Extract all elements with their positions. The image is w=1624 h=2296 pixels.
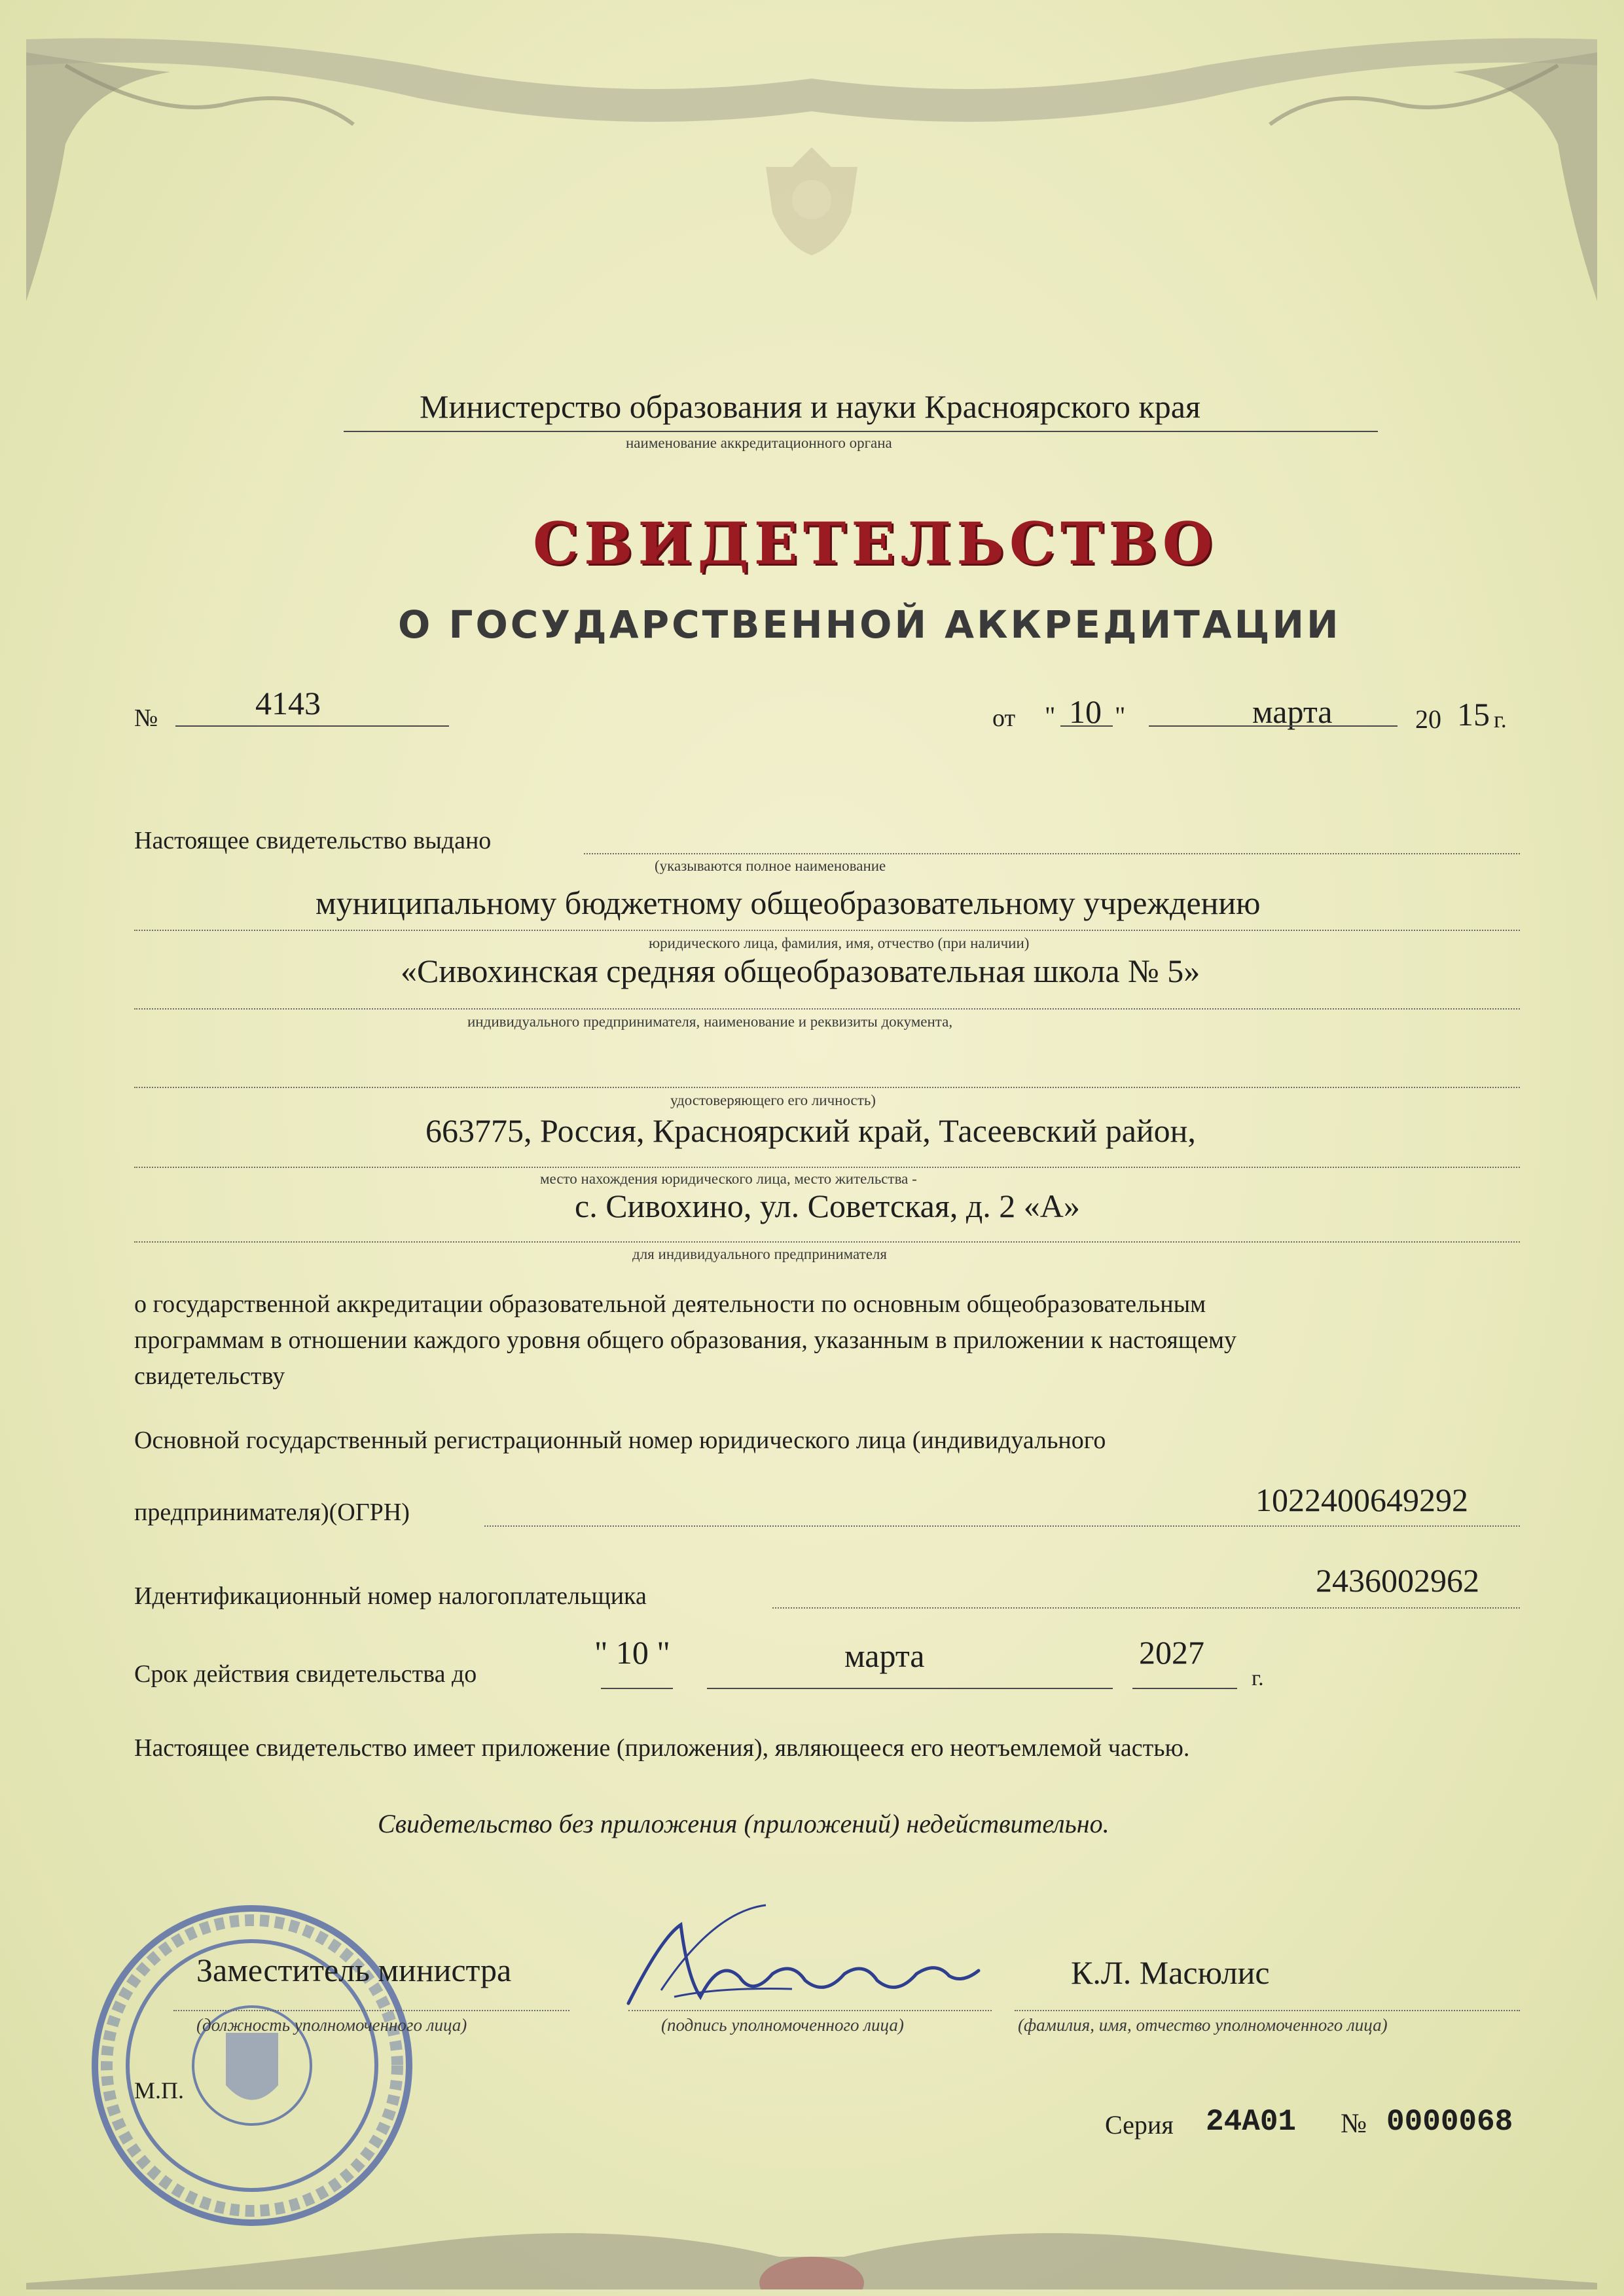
- validity-label: Срок действия свидетельства до: [134, 1660, 477, 1688]
- authority-underline: [344, 431, 1378, 432]
- caption-legal-entity: юридического лица, фамилия, имя, отчество (при наличии): [649, 935, 1030, 951]
- caption-full-name: (указываются полное наименование: [655, 858, 886, 874]
- appendix-warning: Свидетельство без приложения (приложений) недействительно.: [378, 1809, 1110, 1838]
- signatory-name: К.Л. Масюлис: [1071, 1954, 1270, 1991]
- certificate-number: 4143: [255, 685, 321, 721]
- series-code: 24А01: [1206, 2105, 1297, 2139]
- date-close-quote: ": [1115, 701, 1126, 731]
- body-paragraph-line-2: программам в отношении каждого уровня общего образования, указанным в приложении к настоящему: [134, 1326, 1237, 1354]
- holder-name-line-2: «Сивохинская средняя общеобразовательная школа № 5»: [401, 953, 1200, 989]
- validity-day-underline: [601, 1688, 673, 1689]
- body-paragraph-line-1: о государственной аккредитации образовательной деятельности по основным общеобразовательным: [134, 1290, 1206, 1318]
- signature-line: [628, 2010, 992, 2011]
- number-sign: №: [134, 704, 158, 732]
- holder-line-3: [134, 1087, 1520, 1088]
- number-underline: [175, 725, 449, 727]
- official-stamp: [85, 1899, 419, 2232]
- caption-identity: удостоверяющего его личность): [670, 1092, 876, 1108]
- authority-caption: наименование аккредитационного органа: [626, 435, 892, 451]
- address-line-1: 663775, Россия, Красноярский край, Тасеевский район,: [425, 1112, 1196, 1149]
- caption-location: место нахождения юридического лица, место жительства -: [540, 1171, 917, 1187]
- ogrn-label-line-1: Основной государственный регистрационный номер юридического лица (индивидуального: [134, 1427, 1106, 1454]
- ogrn-value: 1022400649292: [1255, 1482, 1468, 1518]
- inn-line: [772, 1607, 1520, 1609]
- name-caption: (фамилия, имя, отчество уполномоченного лица): [1018, 2015, 1388, 2035]
- validity-month: марта: [844, 1637, 925, 1674]
- holder-name-line-1: муниципальному бюджетному общеобразовательному учреждению: [316, 884, 1261, 921]
- date-open-quote: ": [1045, 701, 1056, 731]
- validity-year-underline: [1132, 1688, 1237, 1689]
- validity-day: " 10 ": [594, 1634, 670, 1671]
- year-mark: г.: [1494, 706, 1507, 733]
- issued-to-label: Настоящее свидетельство выдано: [134, 827, 492, 854]
- stamp-place-label: М.П.: [134, 2077, 185, 2104]
- issued-to-line: [584, 853, 1520, 854]
- holder-line-1: [134, 930, 1520, 931]
- inn-label: Идентификационный номер налогоплательщика: [134, 1582, 647, 1610]
- body-paragraph-line-3: свидетельству: [134, 1362, 285, 1390]
- holder-line-2: [134, 1008, 1520, 1010]
- year-prefix: 20: [1415, 704, 1441, 734]
- inn-value: 2436002962: [1316, 1562, 1479, 1599]
- certificate-subtitle: О ГОСУДАРСТВЕННОЙ АККРЕДИТАЦИИ: [398, 602, 1341, 647]
- position-caption: (должность уполномоченного лица): [196, 2015, 467, 2035]
- ogrn-label-line-2: предпринимателя)(ОГРН): [134, 1499, 410, 1526]
- address-underline-2: [134, 1241, 1520, 1243]
- ogrn-line: [484, 1525, 1520, 1527]
- series-number-sign: №: [1341, 2109, 1367, 2139]
- address-line-2: с. Сивохино, ул. Советская, д. 2 «А»: [575, 1188, 1080, 1224]
- series-label: Серия: [1105, 2110, 1174, 2140]
- position-line: [173, 2010, 569, 2011]
- year-suffix: 15: [1457, 696, 1490, 733]
- month-underline: [1149, 725, 1398, 727]
- address-underline-1: [134, 1167, 1520, 1168]
- caption-entrepreneur: для индивидуального предпринимателя: [632, 1246, 887, 1262]
- day-underline: [1060, 725, 1113, 727]
- name-line: [1015, 2010, 1520, 2011]
- issue-day: 10: [1069, 693, 1102, 730]
- validity-year: 2027: [1139, 1634, 1204, 1671]
- authority-name: Министерство образования и науки Красноярского края: [420, 388, 1200, 425]
- caption-entrepreneur-document: индивидуального предпринимателя, наименование и реквизиты документа,: [467, 1013, 953, 1030]
- issue-month: марта: [1252, 693, 1333, 730]
- certificate-title: СВИДЕТЕЛЬСТВО: [533, 509, 1218, 577]
- series-number: 0000068: [1386, 2105, 1513, 2139]
- date-from: от: [992, 704, 1016, 732]
- coat-of-arms-emblem: [759, 141, 864, 259]
- validity-month-underline: [707, 1688, 1113, 1689]
- handwritten-signature: [622, 1899, 988, 2016]
- signature-caption: (подпись уполномоченного лица): [661, 2015, 904, 2035]
- appendix-note: Настоящее свидетельство имеет приложение (приложения), являющееся его неотъемлемой частью.: [134, 1734, 1190, 1762]
- validity-year-mark: г.: [1252, 1666, 1264, 1690]
- signatory-position: Заместитель министра: [196, 1952, 512, 1988]
